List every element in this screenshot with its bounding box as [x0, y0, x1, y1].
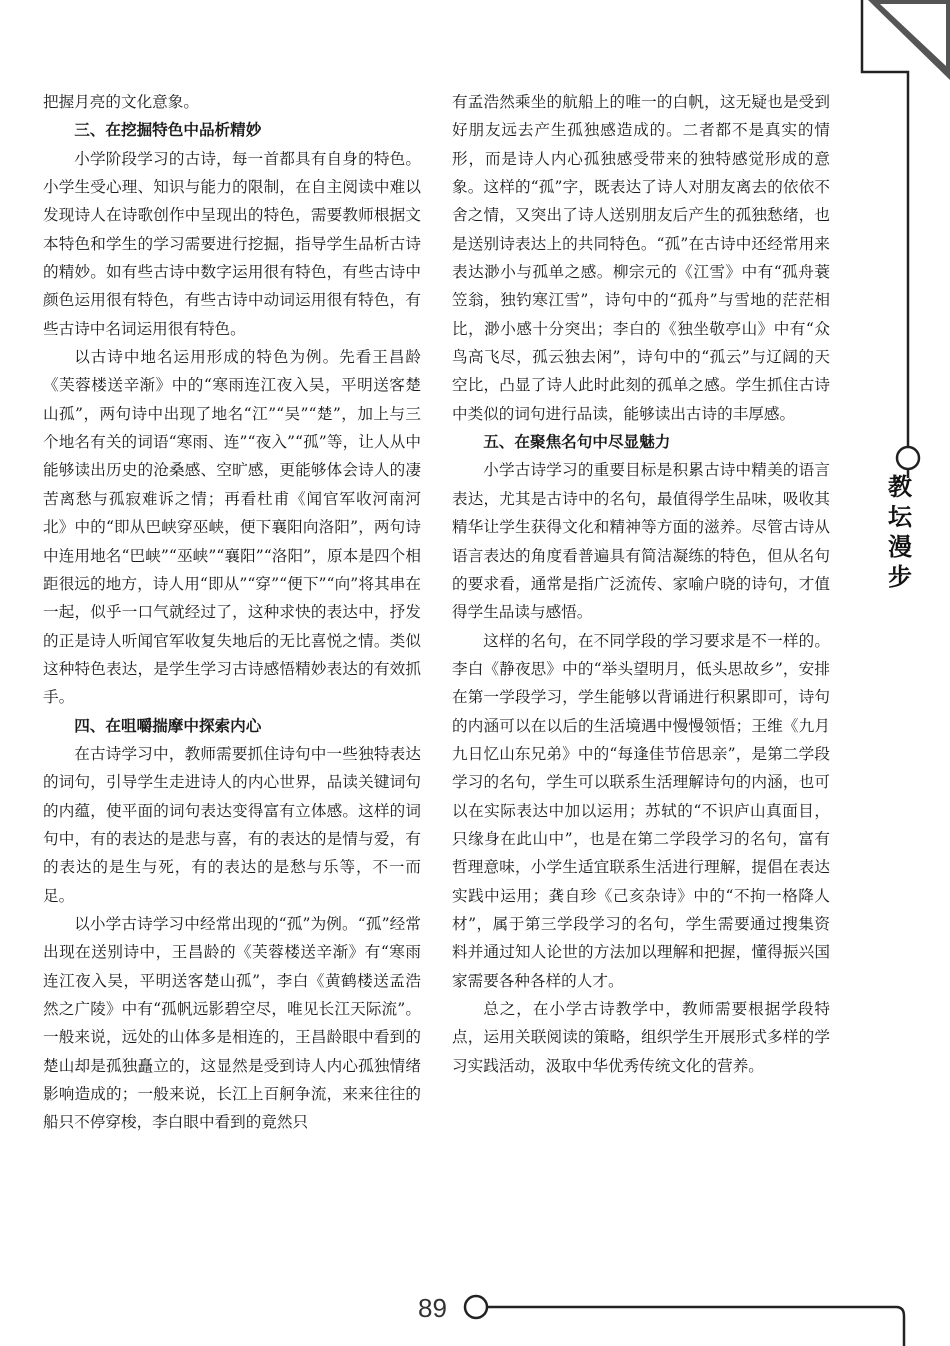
- paragraph: 这样的名句，在不同学段的学习要求是不一样的。李白《静夜思》中的“举头望明月，低头思故乡”，安排在第一学段学习，学生能够以背诵进行积累即可，诗句的内涵可以在以后的生活境遇中慢慢领悟；王维《九月九日忆山东兄弟》中的“每逢佳节倍思亲”，是第二学段学习的名句，学生可以联系生活理解诗句的内涵，也可以在实际表达中加以运用；苏轼的“不识庐山真面目，只缘身在此山中”，也是在第二学段学习的名句，富有哲理意味，小学生适宜联系生活进行理解，提倡在表达实践中运用；龚自珍《己亥杂诗》中的“不拘一格降人材”，属于第三学段学习的名句，学生需要通过搜集资料并通过知人论世的方法加以理解和把握，懂得振兴国家需要各种各样的人才。: [452, 631, 830, 990]
- paragraph: 有孟浩然乘坐的航船上的唯一的白帆，这无疑也是受到好朋友远去产生孤独感造成的。二者都不是真实的情形，而是诗人内心孤独感受带来的独特感觉形成的意象。这样的“孤”字，既表达了诗人对朋友离去的依依不舍之情，又突出了诗人送别朋友后产生的孤独愁绪，也是送别诗表达上的共同特色。“孤”在古诗中还经常用来表达渺小与孤单之感。柳宗元的《江雪》中有“孤舟蓑笠翁，独钓寒江雪”，诗句中的“孤舟”与雪地的茫茫相比，渺小感十分突出；李白的《独坐敬亭山》中有“众鸟高飞尽，孤云独去闲”，诗句中的“孤云”与辽阔的天空比，凸显了诗人此时此刻的孤单之感。学生抓住古诗中类似的词句进行品读，能够读出古诗的丰厚感。: [452, 93, 830, 423]
- corner-bracket: [862, 0, 908, 448]
- paragraph: 小学阶段学习的古诗，每一首都具有自身的特色。小学生受心理、知识与能力的限制，在自主阅读中难以发现诗人在诗歌创作中呈现出的特色，需要教师根据文本特色和学生的学习需要进行挖掘，指导学生品析古诗的精妙。如有些古诗中数字运用很有特色，有些古诗中颜色运用很有特色，有些古诗中动词运用很有特色，有些古诗中名词运用很有特色。: [43, 149, 421, 338]
- left-column: [43, 88, 421, 1137]
- section-label-char: 坛: [888, 503, 912, 531]
- section-heading: 四、在咀嚼揣摩中探索内心: [74, 716, 262, 735]
- paragraph: 在古诗学习中，教师需要抓住诗句中一些独特表达的词句，引导学生走进诗人的内心世界，品读关键词句的内蕴，使平面的词句表达变得富有立体感。这样的词句中，有的表达的是悲与喜，有的表达的是情与爱，有的表达的是生与死，有的表达的是愁与乐等，不一而足。: [43, 744, 421, 905]
- side-ring: [897, 447, 919, 469]
- paragraph: 以古诗中地名运用形成的特色为例。先看王昌龄《芙蓉楼送辛渐》中的“寒雨连江夜入吴，平明送客楚山孤”，两句诗中出现了地名“江”“吴”“楚”，加上与三个地名有关的词语“寒雨、连”“夜入”“孤”等，让人从中能够读出历史的沧桑感、空旷感，更能够体会诗人的凄苦离愁与孤寂难诉之情；再看杜甫《闻官军收河南河北》中的“即从巴峡穿巫峡，便下襄阳向洛阳”，两句诗中连用地名“巴峡”“巫峡”“襄阳”“洛阳”，原本是四个相距很远的地方，诗人用“即从”“穿”“便下”“向”将其串在一起，似乎一口气就经过了，这种求快的表达中，抒发的正是诗人听闻官军收复失地后的无比喜悦之情。类似这种特色表达，是学生学习古诗感悟精妙表达的有效抓手。: [43, 348, 421, 707]
- paragraph: 把握月亮的文化意象。: [43, 93, 199, 111]
- page-rule: [487, 1307, 904, 1346]
- page-ring: [465, 1296, 487, 1318]
- right-column: [452, 88, 830, 1080]
- paragraph: 以小学古诗学习中经常出现的“孤”为例。“孤”经常出现在送别诗中，王昌龄的《芙蓉楼送辛渐》有“寒雨连江夜入吴，平明送客楚山孤”，李白《黄鹤楼送孟浩然之广陵》中有“孤帆远影碧空尽，唯见长江天际流”。一般来说，远处的山体多是相连的，王昌龄眼中看到的楚山却是孤独矗立的，这显然是受到诗人内心孤独情绪影响造成的；一般来说，长江上百舸争流，来来往往的船只不停穿梭，李白眼中看到的竟然只: [43, 914, 421, 1132]
- section-heading: 五、在聚焦名句中尽显魅力: [483, 433, 671, 452]
- section-label-char: 步: [888, 563, 912, 591]
- section-heading: 三、在挖掘特色中品析精妙: [74, 121, 262, 140]
- paragraph: 总之，在小学古诗教学中，教师需要根据学段特点，运用关联阅读的策略，组织学生开展形式多样的学习实践活动，汲取中华优秀传统文化的营养。: [452, 1000, 830, 1075]
- page-number: 89: [418, 1293, 447, 1323]
- section-label-char: 教: [888, 473, 912, 501]
- paragraph: 小学古诗学习的重要目标是积累古诗中精美的语言表达，尤其是古诗中的名句，最值得学生品味，吸收其精华让学生获得文化和精神等方面的滋养。尽管古诗从语言表达的角度看普遍具有简洁凝练的特色，但从名句的要求看，通常是指广泛流传、家喻户晓的诗句，才值得学生品读与感悟。: [452, 461, 830, 622]
- section-label: [880, 472, 920, 592]
- section-label-char: 漫: [888, 533, 912, 561]
